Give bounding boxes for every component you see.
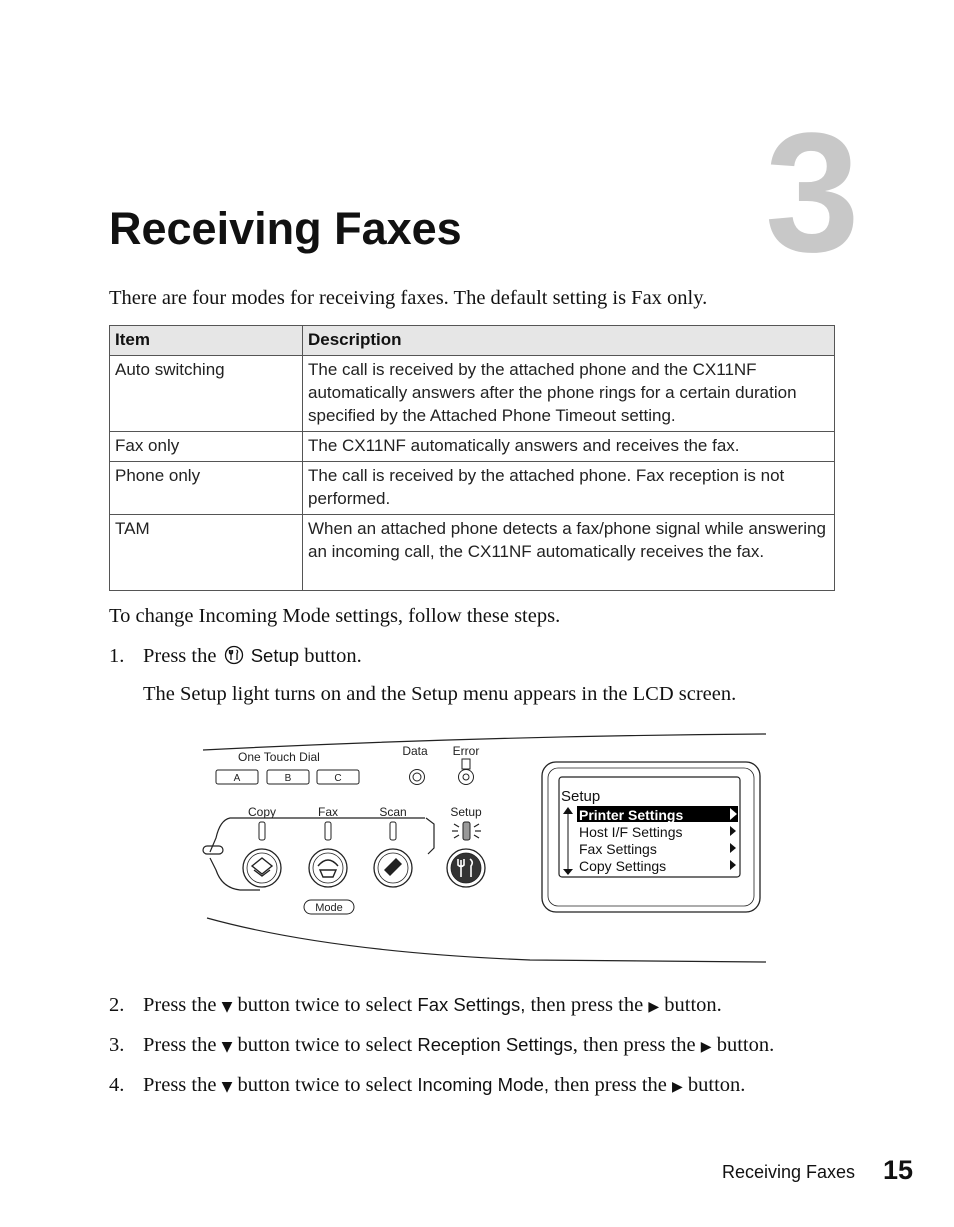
fax-button[interactable] xyxy=(309,849,347,887)
page-number: 15 xyxy=(883,1155,914,1185)
chapter-title: Receiving Faxes xyxy=(109,203,462,254)
table-cell-item: Fax only xyxy=(110,432,303,462)
step-text: button. xyxy=(716,1034,775,1056)
receive-modes-table xyxy=(109,325,835,591)
dial-button-label: B xyxy=(284,773,292,784)
right-triangle-icon: ▶ xyxy=(700,1039,712,1055)
menu-target-label: Reception Settings xyxy=(417,1034,573,1055)
table-cell-item: TAM xyxy=(110,515,303,591)
step-number: 1. xyxy=(109,645,125,667)
step-text: Press the xyxy=(143,645,217,667)
table-cell-item: Auto switching xyxy=(110,356,303,432)
step-text: button twice to select xyxy=(237,994,413,1016)
lcd-menu-item[interactable]: Host I/F Settings xyxy=(579,824,683,840)
dial-button-c[interactable] xyxy=(317,770,359,784)
intro-paragraph: There are four modes for receiving faxes. The default setting is Fax only. xyxy=(109,287,708,309)
step-2-text xyxy=(143,992,722,1020)
lcd-menu-item-selected[interactable]: Printer Settings xyxy=(579,807,684,823)
step-text: then press the xyxy=(530,994,644,1016)
table-row xyxy=(110,515,835,591)
step-text: button. xyxy=(304,645,362,667)
control-panel-illustration xyxy=(200,730,770,970)
step-text: then press the xyxy=(554,1074,667,1096)
table-header-row xyxy=(110,326,835,356)
column-header-item: Item xyxy=(110,326,303,356)
step-number: 4. xyxy=(109,1074,125,1096)
right-triangle-icon: ▶ xyxy=(672,1079,683,1095)
copy-button[interactable] xyxy=(243,849,281,887)
lcd-screen xyxy=(542,762,760,912)
error-light-label: Error xyxy=(452,744,480,758)
setup-key-label: Setup xyxy=(250,645,300,666)
table-cell-description: The call is received by the attached phone and the CX11NF automatically answers after the phone rings for a certain duration specified by the Attached Phone Timeout setting. xyxy=(303,356,835,432)
table-cell-description: The CX11NF automatically answers and receives the fax. xyxy=(303,432,835,462)
step-4-text xyxy=(143,1072,745,1100)
step-3-text xyxy=(143,1032,774,1060)
lcd-menu-item[interactable]: Fax Settings xyxy=(579,841,657,857)
step-text: , then press the xyxy=(572,1034,696,1056)
data-light-label: Data xyxy=(402,744,428,758)
mode-indicator-lights xyxy=(259,822,470,840)
step-text: button. xyxy=(664,994,722,1016)
svg-text:Mode: Mode xyxy=(315,902,343,914)
error-light-icon xyxy=(459,759,474,785)
lcd-menu-item[interactable]: Copy Settings xyxy=(579,858,667,874)
step-number: 3. xyxy=(109,1034,125,1056)
table-cell-item: Phone only xyxy=(110,462,303,515)
setup-wrench-icon xyxy=(224,645,244,672)
steps-intro: To change Incoming Mode settings, follow these steps. xyxy=(109,605,561,627)
scan-mode-label: Scan xyxy=(379,805,407,819)
one-touch-dial-label: One Touch Dial xyxy=(238,750,320,764)
setup-mode-label: Setup xyxy=(450,805,482,819)
step-text: Press the xyxy=(143,1034,217,1056)
dial-button-b[interactable] xyxy=(267,770,309,784)
menu-target-label: Incoming Mode, xyxy=(417,1074,550,1095)
down-triangle-icon: ▼ xyxy=(221,1079,233,1095)
step-1-text xyxy=(143,643,362,672)
step-1-note: The Setup light turns on and the Setup menu appears in the LCD screen. xyxy=(143,683,737,705)
dial-button-a[interactable] xyxy=(216,770,258,784)
step-number: 2. xyxy=(109,994,125,1016)
fax-mode-label: Fax xyxy=(317,805,339,819)
setup-button[interactable] xyxy=(447,849,485,887)
step-text: button twice to select xyxy=(237,1034,413,1056)
mode-tag xyxy=(304,900,354,914)
scan-button[interactable] xyxy=(374,849,412,887)
table-row xyxy=(110,432,835,462)
step-text: button. xyxy=(687,1074,746,1096)
step-text: Press the xyxy=(143,994,217,1016)
down-triangle-icon: ▼ xyxy=(221,999,233,1015)
table-cell-description: The call is received by the attached phone. Fax reception is not performed. xyxy=(303,462,835,515)
dial-button-label: C xyxy=(334,773,342,784)
down-triangle-icon: ▼ xyxy=(221,1039,233,1055)
table-row xyxy=(110,356,835,432)
footer-section-label: Receiving Faxes xyxy=(722,1162,856,1182)
table-row xyxy=(110,462,835,515)
data-light-icon xyxy=(410,770,425,785)
step-text: Press the xyxy=(143,1074,217,1096)
step-text: button twice to select xyxy=(237,1074,413,1096)
menu-target-label: Fax Settings, xyxy=(417,994,526,1015)
lcd-title: Setup xyxy=(561,788,601,805)
chapter-number: 3 xyxy=(765,98,860,288)
copy-mode-label: Copy xyxy=(247,805,277,819)
right-triangle-icon: ▶ xyxy=(648,999,660,1015)
column-header-description: Description xyxy=(303,326,835,356)
table-cell-description: When an attached phone detects a fax/phone signal while answering an incoming call, the CX11NF automatically receives the fax. xyxy=(303,515,835,591)
dial-button-label: A xyxy=(233,773,241,784)
